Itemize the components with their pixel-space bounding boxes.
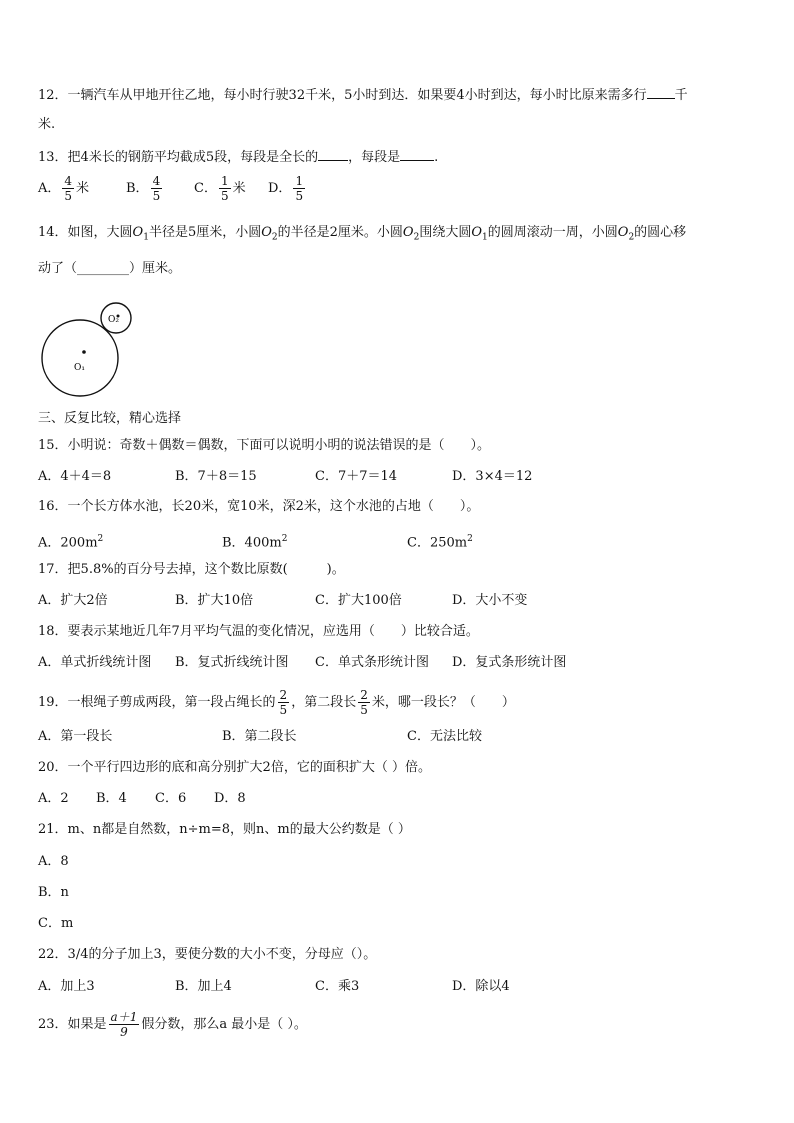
subscript: 1 (482, 232, 488, 243)
q17-option-c: C．扩大100倍 (315, 593, 402, 608)
q21-option-a: A．8 (38, 854, 69, 869)
q20-option-d: D．8 (214, 791, 246, 806)
q14-text-b: 半径是5厘米，小圆 (148, 225, 262, 240)
q19-text-a: 19．一根绳子剪成两段，第一段占绳长的 (38, 695, 276, 710)
unit: 米 (76, 181, 90, 196)
question-13 (38, 146, 438, 167)
section-title: 三、反复比较，精心选择 (38, 411, 182, 426)
numerator: 2 (360, 688, 368, 702)
superscript: 2 (97, 534, 104, 544)
question-14 (38, 224, 686, 247)
q23-text-b: 假分数，那么a 最小是（ ）。 (141, 1017, 307, 1032)
q13-text-b: ，每段是 (348, 150, 401, 165)
big-circle-label: O₁ (74, 363, 85, 373)
q16-text: 16．一个长方体水池，长20米，宽10米，深2米，这个水池的占地（ ）。 (38, 499, 480, 514)
question-20 (38, 759, 431, 777)
q17-option-d: D．大小不变 (452, 593, 528, 608)
denominator: 5 (279, 703, 288, 717)
option-label: B． (126, 181, 149, 196)
fraction (151, 174, 163, 203)
o-letter: O (402, 225, 414, 240)
option-label: C．250m (407, 535, 468, 551)
q15-option-a: A．4＋4＝8 (38, 469, 112, 484)
q23-text-a: 23．如果是 (38, 1017, 107, 1032)
fraction (358, 688, 370, 717)
q12-unit: 千 (674, 88, 688, 103)
fraction (62, 174, 74, 203)
q14-text-a: 14．如图，大圆 (38, 225, 133, 240)
q19-option-a: A．第一段长 (38, 729, 113, 744)
q12-text-cont: 米. (38, 117, 56, 132)
q17-option-a: A．扩大2倍 (38, 593, 108, 608)
q14-line2: 动了（________）厘米。 (38, 261, 182, 276)
q13-option-d (268, 174, 307, 203)
question-14-cont (38, 260, 181, 278)
section-3-heading (38, 410, 181, 428)
q19-text-c: 米，哪一段长？（ ） (371, 695, 515, 710)
question-21 (38, 821, 411, 839)
q22-text: 22．3/4的分子加上3，要使分数的大小不变，分母应（）。 (38, 947, 377, 962)
big-circle (42, 320, 118, 396)
option-label: C． (194, 181, 217, 196)
q19-option-c: C．无法比较 (407, 729, 482, 744)
q21-text: 21．m、n都是自然数，n÷m=8，则n、m的最大公约数是（ ） (38, 822, 411, 837)
q14-text-c: 的半径是2厘米。小圆 (277, 225, 403, 240)
option-label: D． (268, 181, 292, 196)
denominator: 5 (360, 703, 368, 717)
q17-option-b: B．扩大10倍 (175, 593, 254, 608)
denominator: 9 (120, 1025, 128, 1039)
unit: 米 (232, 181, 246, 196)
numerator: 2 (279, 688, 288, 702)
q18-option-d: D．复式条形统计图 (452, 655, 567, 670)
answer-blank (318, 146, 348, 161)
denominator: 5 (64, 189, 73, 203)
q22-option-c: C．乘3 (315, 979, 360, 994)
q12-text: 12．一辆汽车从甲地开往乙地，每小时行驶32千米，5小时到达．如果要4小时到达，每小时比原来需多行 (38, 88, 647, 103)
q18-option-a: A．单式折线统计图 (38, 655, 152, 670)
q13-option-c (194, 174, 246, 203)
superscript: 2 (467, 534, 473, 544)
subscript: 2 (413, 232, 420, 243)
denominator: 5 (152, 189, 161, 203)
question-16 (38, 498, 479, 516)
option-label: B．400m (222, 535, 282, 551)
fraction (109, 1010, 140, 1039)
numerator: 1 (295, 174, 304, 188)
q13-option-b (126, 174, 164, 203)
q16-option-a (38, 530, 103, 552)
denominator: 5 (220, 189, 229, 203)
fraction (278, 688, 290, 717)
q22-option-a: A．加上3 (38, 979, 95, 994)
denominator: 5 (295, 189, 304, 203)
numerator: 1 (220, 174, 229, 188)
q13-text-c: . (434, 150, 439, 165)
option-label: A． (38, 181, 61, 196)
q20-option-b: B．4 (96, 791, 127, 806)
q13-option-a (38, 174, 89, 203)
q18-option-c: C．单式条形统计图 (315, 655, 429, 670)
numerator: a＋1 (110, 1010, 138, 1024)
q16-option-c (407, 530, 473, 552)
question-23 (38, 1010, 307, 1039)
q19-option-b: B．第二段长 (222, 729, 297, 744)
answer-blank (647, 84, 675, 99)
fraction (219, 174, 231, 203)
superscript: 2 (281, 534, 288, 544)
question-17 (38, 561, 345, 579)
question-18 (38, 623, 479, 641)
circles-figure (38, 300, 148, 406)
q18-option-b: B．复式折线统计图 (175, 655, 289, 670)
q13-text: 13．把4米长的钢筋平均截成5段，每段是全长的 (38, 150, 319, 165)
q19-text-b: ，第二段长 (291, 695, 357, 710)
subscript: 2 (271, 232, 278, 243)
q21-option-c: C．m (38, 916, 74, 931)
q15-option-b: B．7＋8＝15 (175, 469, 257, 484)
q17-text: 17．把5.8%的百分号去掉，这个数比原数( )。 (38, 562, 345, 577)
q20-option-c: C．6 (155, 791, 187, 806)
q14-text-e: 的圆周滚动一周，小圆 (487, 225, 618, 240)
small-circle-label: O₂ (108, 315, 119, 325)
o-letter: O (261, 225, 272, 240)
question-12-cont (38, 116, 55, 134)
question-19 (38, 688, 515, 717)
subscript: 2 (628, 232, 635, 243)
q20-option-a: A．2 (38, 791, 69, 806)
q15-option-d: D．3×4＝12 (452, 469, 533, 484)
o-letter: O (617, 225, 629, 240)
numerator: 4 (64, 174, 73, 188)
o-letter: O (132, 225, 144, 240)
question-15 (38, 437, 490, 455)
q16-option-b (222, 530, 287, 552)
q20-text: 20．一个平行四边形的底和高分别扩大2倍，它的面积扩大（ ）倍。 (38, 760, 431, 775)
q21-option-b: B．n (38, 885, 69, 900)
numerator: 4 (152, 174, 161, 188)
q22-option-b: B．加上4 (175, 979, 232, 994)
subscript: 1 (143, 232, 149, 243)
question-12 (38, 84, 688, 105)
o-letter: O (471, 225, 483, 240)
q15-option-c: C．7＋7＝14 (315, 469, 398, 484)
q22-option-d: D．除以4 (452, 979, 510, 994)
q14-text-f: 的圆心移 (634, 225, 687, 240)
answer-blank (400, 146, 434, 161)
option-label: A．200m (38, 535, 98, 551)
big-center-dot (82, 350, 86, 354)
q14-text-d: 围绕大圆 (419, 225, 472, 240)
q15-text: 15．小明说：奇数＋偶数＝偶数，下面可以说明小明的说法错误的是（ ）。 (38, 438, 491, 453)
q18-text: 18．要表示某地近几年7月平均气温的变化情况，应选用（ ）比较合适。 (38, 624, 479, 639)
fraction (293, 174, 305, 203)
question-22 (38, 946, 376, 964)
